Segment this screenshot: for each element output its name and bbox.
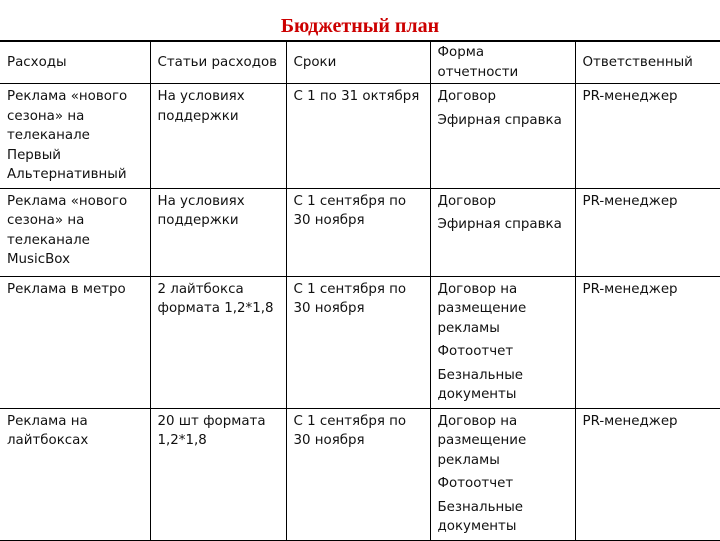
reporting-item: Договор на размещение рекламы — [437, 413, 527, 468]
cell-dates: С 1 сентября по 30 ноября — [286, 276, 430, 408]
column-header-reporting: Форма отчетности — [430, 41, 575, 84]
cell-items: 20 шт формата 1,2*1,8 — [150, 408, 286, 540]
reporting-item: Фотоотчет — [437, 344, 514, 359]
cell-reporting — [430, 84, 575, 189]
table-row — [0, 276, 720, 408]
cell-dates: С 1 по 31 октября — [286, 84, 430, 189]
cell-dates: С 1 сентября по 30 ноября — [286, 408, 430, 540]
reporting-item: Эфирная справка — [437, 112, 562, 128]
column-header-responsible: Ответственный — [575, 41, 720, 84]
cell-expense: Реклама в метро — [0, 276, 150, 408]
cell-items: На условиях поддержки — [150, 84, 286, 189]
table-row — [0, 188, 720, 276]
cell-responsible: PR-менеджер — [575, 276, 720, 408]
page-title: Бюджетный план — [280, 15, 440, 37]
cell-expense: Реклама «нового сезона» на телеканале MusicBox — [0, 188, 150, 276]
reporting-item: Договор — [437, 89, 496, 104]
column-header-dates: Сроки — [286, 41, 430, 84]
reporting-item: Договор на размещение рекламы — [437, 281, 527, 336]
cell-responsible: PR-менеджер — [575, 408, 720, 540]
reporting-item: Безнальные документы — [437, 367, 524, 402]
cell-reporting — [430, 188, 575, 276]
cell-items: На условиях поддержки — [150, 188, 286, 276]
cell-reporting — [430, 276, 575, 408]
column-header-expenses: Расходы — [0, 41, 150, 84]
cell-reporting — [430, 408, 575, 540]
reporting-item: Эфирная справка — [437, 217, 562, 232]
reporting-item: Договор — [437, 193, 496, 209]
reporting-item: Безнальные документы — [437, 499, 524, 534]
cell-responsible: PR-менеджер — [575, 84, 720, 189]
column-header-expense-items: Статьи расходов — [150, 41, 286, 84]
table-row — [0, 408, 720, 540]
cell-responsible: PR-менеджер — [575, 188, 720, 276]
cell-items: 2 лайтбокса формата 1,2*1,8 — [150, 276, 286, 408]
cell-expense: Реклама на лайтбоксах — [0, 408, 150, 540]
table-row — [0, 84, 720, 189]
reporting-item: Фотоотчет — [437, 476, 514, 491]
table-header-row — [0, 41, 720, 84]
cell-expense: Реклама «нового сезона» на телеканале Первый Альтернативный — [0, 84, 150, 189]
cell-dates: С 1 сентября по 30 ноября — [286, 188, 430, 276]
budget-table — [0, 40, 720, 541]
